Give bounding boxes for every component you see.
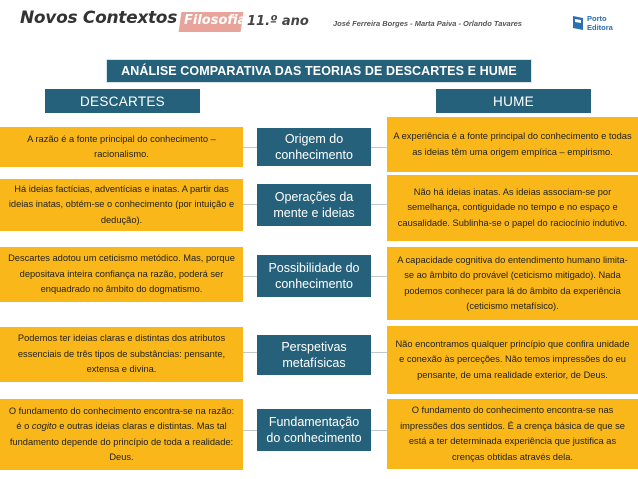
hume-possibility-text: A capacidade cognitiva do entendimento humano limita-se ao âmbito do provável (ceticismo mitigado). Nada podemos conhecer para lá do âmbito da experiência (ceticismo metafísico).: [397, 254, 628, 311]
topic-possibility: [257, 255, 371, 297]
hume-ideas-cell: [387, 175, 638, 241]
topic-possibility-label: Possibilidade do conhecimento: [268, 261, 360, 291]
descartes-metaphysics-text: Podemos ter ideias claras e distintas dos atributos essenciais de três tipos de substâncias: pensante, extensa e divina.: [17, 333, 226, 375]
topic-origin: [257, 128, 371, 166]
descartes-ideas-cell: [0, 179, 243, 231]
authors-line: José Ferreira Borges - Marta Paiva - Orlando Tavares: [333, 19, 522, 28]
hume-origin-cell: [387, 117, 638, 172]
topic-metaphysics-label: Perspetivas metafísicas: [281, 340, 347, 370]
descartes-foundation-cell: [0, 399, 243, 470]
publisher-name-line1: Porto: [587, 14, 607, 23]
descartes-metaphysics-cell: [0, 327, 243, 382]
hume-possibility-cell: [387, 247, 638, 320]
hume-ideas-text: Não há ideias inatas. As ideias associam-se por semelhança, contiguidade no tempo e no espaço e causalidade. Sublinha-se o papel do raciocínio indutivo.: [397, 186, 628, 228]
topic-ideas: [257, 184, 371, 226]
publisher-logo: [572, 13, 632, 37]
topic-foundation: [257, 409, 371, 451]
topic-ideas-label: Operações da mente e ideias: [273, 190, 355, 220]
column-header-hume: HUME: [436, 89, 591, 113]
descartes-origin-cell: [0, 127, 243, 167]
column-header-descartes: DESCARTES: [45, 89, 200, 113]
topic-origin-label: Origem do conhecimento: [275, 132, 353, 162]
publisher-name: [587, 14, 613, 32]
topic-metaphysics: [257, 335, 371, 375]
descartes-foundation-text: [6, 404, 237, 466]
descartes-foundation-text-b: e outras ideias claras e distintas. Mas tal fundamento depende do princípio de toda a realidade: Deus.: [9, 421, 234, 462]
hume-origin-text: A experiência é a fonte principal do conhecimento e todas as ideias têm uma origem empírica – empirismo.: [393, 131, 632, 157]
publisher-icon: [572, 15, 584, 31]
descartes-possibility-cell: [0, 247, 243, 302]
topic-foundation-label: Fundamentação do conhecimento: [266, 415, 362, 445]
grade-label: 11.º ano: [247, 14, 309, 29]
hume-metaphysics-text: Não encontramos qualquer princípio que confira unidade e conexão às perceções. Não temos impressões do eu pensante, de uma realidade exterior, de Deus.: [395, 338, 630, 380]
hume-metaphysics-cell: [387, 326, 638, 394]
title-banner: [106, 59, 532, 83]
page-title: ANÁLISE COMPARATIVA DAS TEORIAS DE DESCARTES E HUME: [121, 64, 517, 78]
descartes-ideas-text: Há ideias factícias, adventícias e inatas. A partir das ideias inatas, obtém-se o conhecimento (por intuição e dedução).: [8, 183, 235, 225]
subject-label: Filosofia: [184, 13, 247, 28]
hume-foundation-text: O fundamento do conhecimento encontra-se nas impressões dos sentidos. É a crença básica de que se está a ter determinada experiência que justifica as crenças obtidas através dela.: [400, 405, 625, 462]
page-header: [0, 0, 638, 40]
brand-title: Novos Contextos: [20, 8, 178, 28]
cogito-term: cogito: [31, 421, 57, 431]
descartes-origin-text: A razão é a fonte principal do conhecimento – racionalismo.: [27, 133, 216, 159]
descartes-possibility-text: Descartes adotou um ceticismo metódico. Mas, porque depositava inteira confiança na razão, poderá ser enquadrado no âmbito do dogmatismo.: [8, 253, 235, 295]
hume-foundation-cell: [387, 399, 638, 469]
publisher-name-line2: Editora: [587, 23, 613, 32]
descartes-foundation-text-a: O fundamento do conhecimento encontra-se na razão: é o: [8, 405, 235, 431]
